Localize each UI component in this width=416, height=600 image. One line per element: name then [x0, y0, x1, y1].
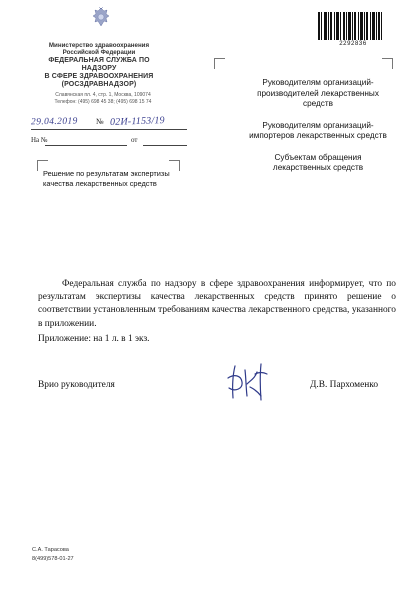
address-line1: Славянская пл. 4, стр. 1, Москва, 109074 — [55, 92, 151, 98]
registration-underline — [31, 129, 187, 130]
subject-line2: качества лекарственных средств — [43, 178, 157, 188]
recipient-importers — [238, 121, 398, 142]
recipient-line: лекарственных средств — [272, 163, 364, 172]
attachment-note: Приложение: на 1 л. в 1 экз. — [38, 334, 150, 344]
ministry-line2: Российской Федерации — [62, 49, 136, 56]
recipient-line: Руководителям организаций- — [262, 78, 374, 87]
recipient-line: средств — [303, 99, 333, 108]
agency-line1: ФЕДЕРАЛЬНАЯ СЛУЖБА ПО НАДЗОРУ — [48, 57, 150, 72]
reference-date-label: от — [131, 136, 138, 144]
reference-row — [31, 136, 191, 146]
agency-address — [38, 92, 168, 106]
subject-line — [43, 169, 193, 188]
agency-line3: (РОСЗДРАВНАДЗОР) — [61, 81, 137, 88]
agency-line2: В СФЕРЕ ЗДРАВООХРАНЕНИЯ — [44, 73, 154, 80]
recipient-line: импортеров лекарственных средств — [249, 131, 387, 140]
reference-date-underline — [143, 145, 187, 146]
handwritten-signature-icon — [225, 360, 269, 404]
registration-date: 29.04.2019 — [30, 116, 78, 128]
letter-body: Федеральная служба по надзору в сфере здравоохранения информирует, что по результатам экспертизы качества лекарственных средств принято решение о соответствии установленным требованиям качества лекарственного средства, указанного в приложении. — [38, 279, 396, 329]
signer-title: Врио руководителя — [38, 380, 115, 390]
number-sign: № — [96, 117, 104, 126]
barcode-number: 2292836 — [339, 41, 367, 47]
reference-number-label: На № — [31, 136, 48, 144]
recipient-line: производителей лекарственных — [257, 88, 379, 98]
signer-name: Д.В. Пархоменко — [310, 380, 379, 390]
coat-of-arms-icon — [90, 6, 112, 30]
registration-number: 02И-1153/19 — [109, 115, 165, 128]
recipient-line: Субъектам обращения — [274, 152, 362, 162]
recipient-bracket-left — [214, 58, 225, 69]
ministry-line1: Министерство здравоохранения — [48, 42, 150, 49]
executor-phone: 8(499)578-01-27 — [32, 556, 74, 562]
ministry-name — [44, 42, 154, 56]
recipient-circulation-subjects — [238, 153, 398, 174]
barcode-icon — [318, 12, 382, 40]
recipient-line: Руководителям организаций- — [262, 120, 374, 130]
agency-name — [38, 57, 160, 89]
recipients-block — [238, 78, 398, 185]
recipient-bracket-right — [382, 58, 393, 69]
reference-number-underline — [45, 145, 127, 146]
executor-name: С.А. Тарасова — [32, 547, 69, 553]
address-line2: Телефон: (495) 698 45 38; (495) 698 15 74 — [54, 99, 152, 105]
recipient-manufacturers — [238, 78, 398, 110]
subject-line1: Решение по результатам экспертизы — [43, 169, 170, 178]
